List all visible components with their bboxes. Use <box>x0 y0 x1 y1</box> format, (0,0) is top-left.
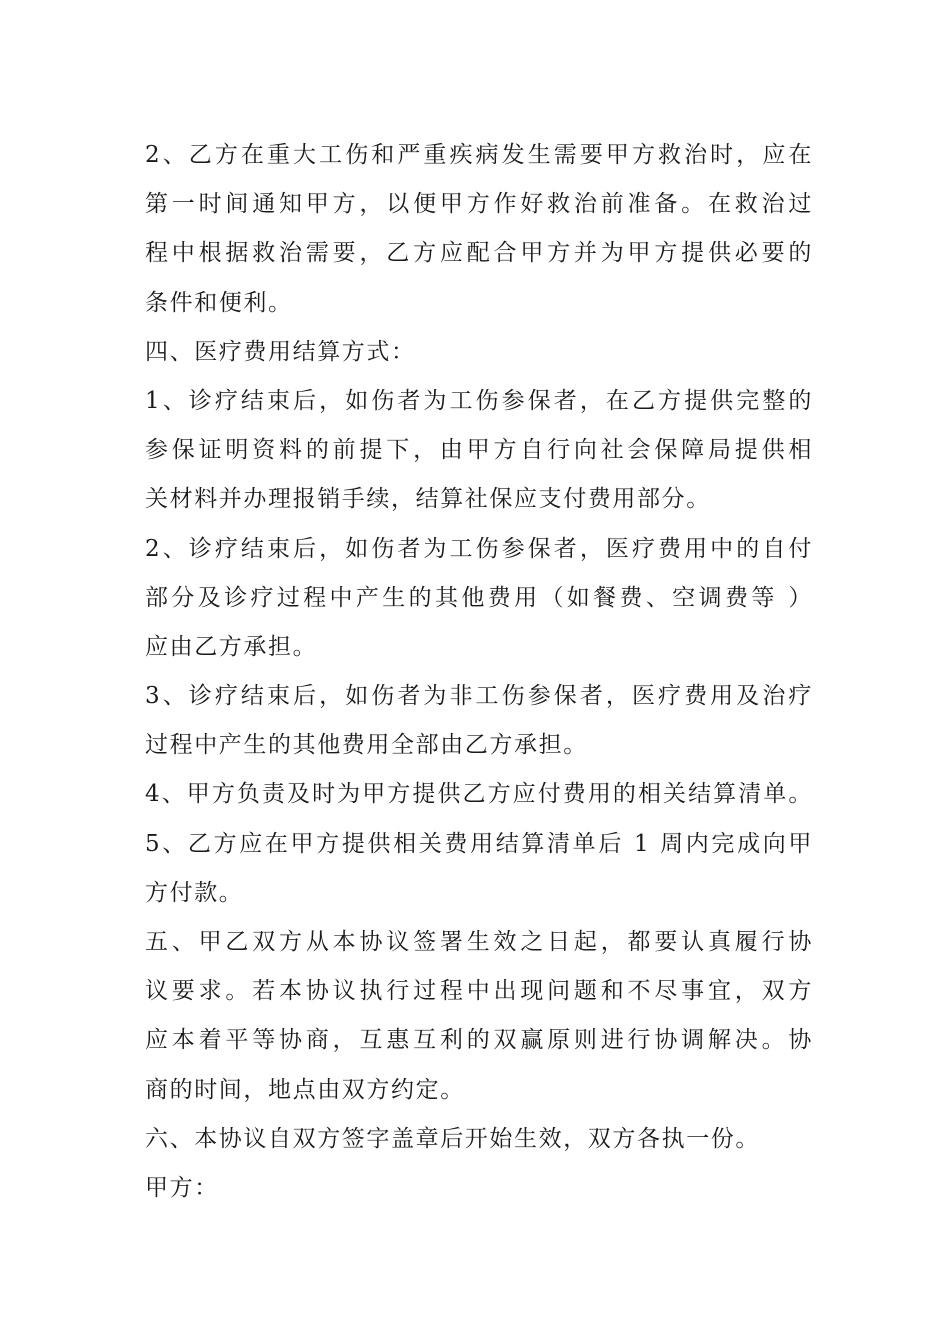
text-line: 过程中产生的其他费用全部由乙方承担。 <box>145 732 588 759</box>
text-line: 2、诊疗结束后，如伤者为工伤参保者，医疗费用中的自付 <box>145 535 813 562</box>
text-line: 应由乙方承担。 <box>145 633 318 660</box>
text-line: 四、医疗费用结算方式： <box>145 338 416 365</box>
text-line: 5、乙方应在甲方提供相关费用结算清单后 1 周内完成向甲 <box>145 830 813 857</box>
text-line: 3、诊疗结束后，如伤者为非工伤参保者，医疗费用及治疗 <box>145 683 813 710</box>
text-line: 1、诊疗结束后，如伤者为工伤参保者，在乙方提供完整的 <box>145 387 813 414</box>
text-line: 六、本协议自双方签字盖章后开始生效，双方各执一份。 <box>145 1125 760 1152</box>
text-line: 商的时间，地点由双方约定。 <box>145 1076 465 1103</box>
text-line: 4、甲方负责及时为甲方提供乙方应付费用的相关结算清单。 <box>145 781 813 808</box>
text-line: 2、乙方在重大工伤和严重疾病发生需要甲方救治时，应在 <box>145 142 813 168</box>
text-line: 方付款。 <box>145 879 244 906</box>
text-line: 议要求。若本协议执行过程中出现问题和不尽事宜，双方 <box>145 978 813 1005</box>
text-line: 部分及诊疗过程中产生的其他费用（如餐费、空调费等 ） <box>145 584 813 611</box>
text-line: 五、甲乙双方从本协议签署生效之日起，都要认真履行协 <box>145 929 813 955</box>
text-line: 甲方： <box>145 1174 219 1201</box>
text-line: 第一时间通知甲方，以便甲方作好救治前准备。在救治过 <box>145 191 813 218</box>
text-line: 关材料并办理报销手续，结算社保应支付费用部分。 <box>145 486 711 513</box>
text-line: 应本着平等协商，互惠互利的双赢原则进行协调解决。协 <box>145 1027 813 1054</box>
document-body <box>145 131 813 1213</box>
text-line: 程中根据救治需要，乙方应配合甲方并为甲方提供必要的 <box>145 240 813 267</box>
text-line: 参保证明资料的前提下，由甲方自行向社会保障局提供相 <box>145 437 813 464</box>
text-line: 条件和便利。 <box>145 289 293 316</box>
